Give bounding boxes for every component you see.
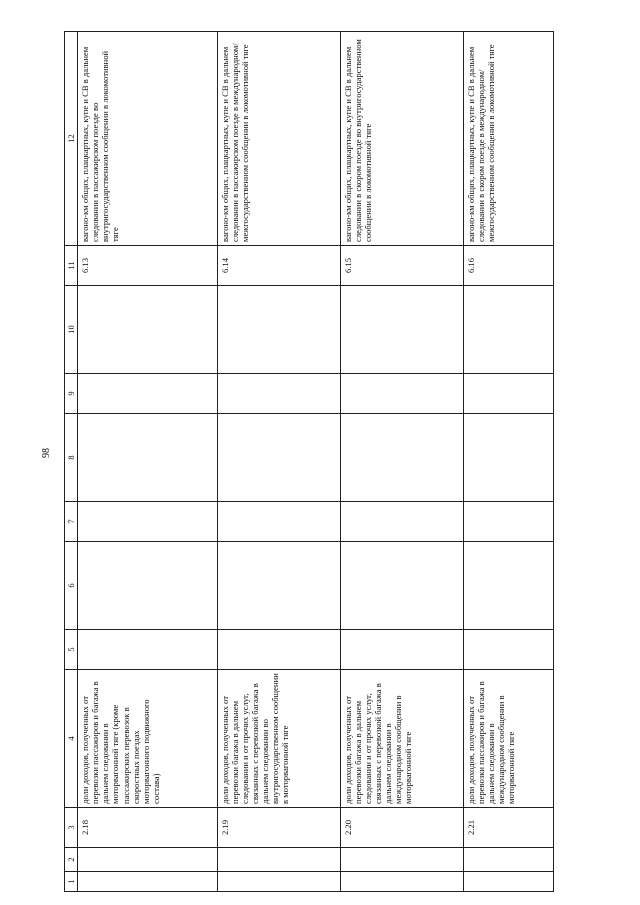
indicator-code: 6.16 — [463, 246, 553, 286]
cell-col7 — [463, 502, 553, 542]
indicator-description: вагоно-км общих, плацкартных, купе и СВ в дальнем следовании в пассажирском поезде в международном/межгосударственном сообщении в локомотивной тяге — [217, 32, 340, 246]
cell-col1 — [78, 872, 218, 892]
income-description: доли доходов, полученных от перевозки багажа в дальнем следовании и от прочих услуг, связанных с перевозкой багажа в дальнем следовании во внутригосударственном сообщении в моторвагонной тяге — [217, 670, 340, 808]
cell-col2 — [463, 848, 553, 872]
column-header: 2 — [65, 848, 78, 872]
cell-col7 — [217, 502, 340, 542]
cell-col6 — [78, 542, 218, 630]
indicator-description: вагоно-км общих, плацкартных, купе и СВ в дальнем следовании в скором поезде в международном/межгосударственном сообщении в локомотивной тяге — [463, 32, 553, 246]
cell-col7 — [340, 502, 463, 542]
header-row — [65, 32, 78, 892]
income-description: доли доходов, полученных от перевозки пассажиров и багажа в дальнем следовании в моторвагонной тяге (кроме пассажирских перевозок в скоростных поездах моторвагонного подвижного состава) — [78, 670, 218, 808]
cell-col10 — [78, 286, 218, 374]
cell-col10 — [340, 286, 463, 374]
column-header: 1 — [65, 872, 78, 892]
data-table — [64, 31, 554, 892]
cell-col10 — [217, 286, 340, 374]
cell-col9 — [78, 374, 218, 414]
income-description: доли доходов, полученных от перевозки пассажиров и багажа в дальнем следовании в международном сообщении в моторвагонной тяге — [463, 670, 553, 808]
cell-col10 — [463, 286, 553, 374]
column-header: 11 — [65, 246, 78, 286]
table-row — [217, 32, 340, 892]
row-code: 2.19 — [217, 808, 340, 848]
cell-col6 — [217, 542, 340, 630]
column-header: 9 — [65, 374, 78, 414]
cell-col5 — [217, 630, 340, 670]
cell-col2 — [78, 848, 218, 872]
cell-col8 — [340, 414, 463, 502]
column-header: 12 — [65, 32, 78, 246]
cell-col8 — [78, 414, 218, 502]
column-header: 5 — [65, 630, 78, 670]
cell-col7 — [78, 502, 218, 542]
indicator-code: 6.14 — [217, 246, 340, 286]
cell-col8 — [217, 414, 340, 502]
cell-col6 — [340, 542, 463, 630]
cell-col1 — [463, 872, 553, 892]
indicator-code: 6.13 — [78, 246, 218, 286]
rotated-table-container — [64, 32, 554, 892]
table-row — [463, 32, 553, 892]
indicator-code: 6.15 — [340, 246, 463, 286]
column-header: 8 — [65, 414, 78, 502]
cell-col1 — [340, 872, 463, 892]
indicator-description: вагоно-км общих, плацкартных, купе и СВ в дальнем следовании в скором поезде во внутригосударственном сообщении в локомотивной тяге — [340, 32, 463, 246]
income-description: доли доходов, полученных от перевозки багажа в дальнем следовании и от прочих услуг, связанных с перевозкой багажа в дальнем следовании в международном сообщении в моторвагонной тяге — [340, 670, 463, 808]
table-row — [78, 32, 218, 892]
cell-col9 — [340, 374, 463, 414]
row-code: 2.21 — [463, 808, 553, 848]
column-header: 4 — [65, 670, 78, 808]
row-code: 2.18 — [78, 808, 218, 848]
row-code: 2.20 — [340, 808, 463, 848]
column-header: 3 — [65, 808, 78, 848]
indicator-description: вагоно-км общих, плацкартных, купе и СВ в дальнем следовании в пассажирском поезде во внутригосударственном сообщении в локомотивной тяге — [78, 32, 218, 246]
cell-col5 — [340, 630, 463, 670]
cell-col6 — [463, 542, 553, 630]
cell-col1 — [217, 872, 340, 892]
column-header: 7 — [65, 502, 78, 542]
table-row — [340, 32, 463, 892]
page-number: 98 — [41, 448, 52, 458]
cell-col8 — [463, 414, 553, 502]
cell-col9 — [217, 374, 340, 414]
column-header: 6 — [65, 542, 78, 630]
cell-col2 — [217, 848, 340, 872]
cell-col5 — [463, 630, 553, 670]
column-header: 10 — [65, 286, 78, 374]
cell-col2 — [340, 848, 463, 872]
cell-col9 — [463, 374, 553, 414]
cell-col5 — [78, 630, 218, 670]
